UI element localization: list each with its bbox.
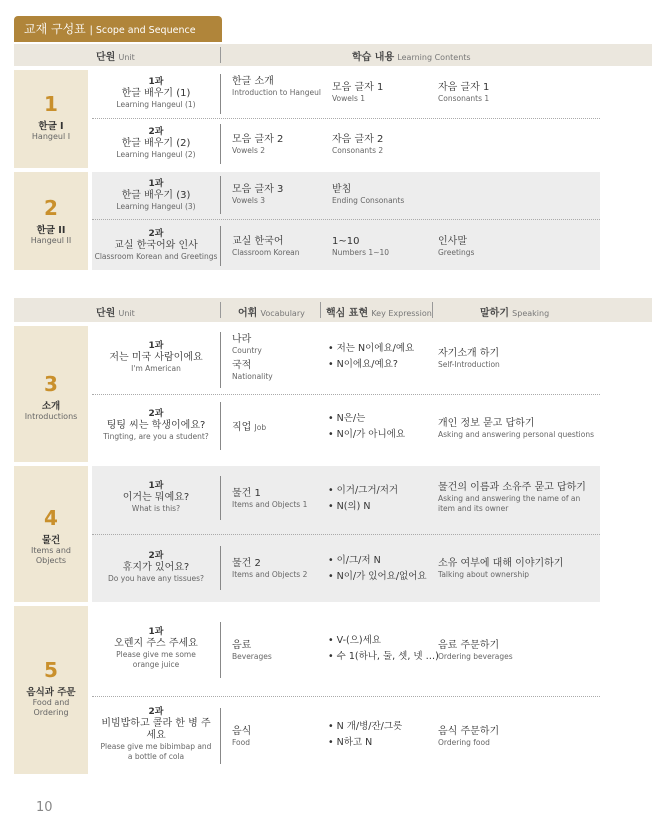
content-cell: 모음 글자 3 Vowels 3	[232, 184, 284, 205]
section-title-en: Introductions	[24, 412, 78, 421]
section-title-en: Food and Ordering	[32, 698, 70, 717]
section-title-en: Hangeul II	[30, 236, 72, 245]
section-number: 2	[44, 196, 58, 220]
section-title-kr: 한글 II	[36, 225, 66, 236]
lesson-title-en: Tingting, are you a student?	[103, 432, 209, 441]
col-divider	[220, 402, 221, 450]
col-divider	[220, 74, 221, 114]
table-row	[100, 706, 212, 762]
t2-header-divider	[320, 302, 321, 318]
t1-unit-en: Unit	[118, 53, 135, 62]
table-row	[92, 408, 220, 442]
t2-vocab-kr: 어휘	[238, 308, 258, 319]
lesson-number: 2과	[148, 229, 164, 239]
section-title-en: Items and Objects	[31, 546, 71, 565]
section-number: 3	[44, 372, 58, 396]
lesson-title: 이거는 뭐예요?	[122, 492, 190, 503]
section-tab	[14, 16, 222, 42]
t2-vocab-en: Vocabulary	[260, 309, 305, 318]
row-divider	[92, 534, 600, 535]
section-2-label	[14, 172, 88, 270]
speaking-cell: 자기소개 하기 Self-Introduction	[438, 348, 500, 369]
t2-unit-en: Unit	[118, 309, 135, 318]
col-divider	[220, 476, 221, 520]
lesson-title: 비빔밥하고 콜라 한 병 주세요	[101, 718, 211, 741]
lesson-title: 팅팅 씨는 학생이에요?	[106, 420, 206, 431]
col-divider	[220, 124, 221, 164]
t2-unit-kr: 단원	[96, 308, 116, 319]
t2-speak-en: Speaking	[512, 309, 550, 318]
section-4-label	[14, 466, 88, 602]
speaking-cell: 소유 여부에 대해 이야기하기 Talking about ownership	[438, 558, 564, 579]
content-cell: 인사말 Greetings	[438, 236, 475, 257]
lesson-title-en: Please give me some orange juice	[116, 650, 196, 669]
lesson-number: 1과	[148, 481, 164, 491]
t1-header-divider	[220, 47, 221, 63]
row-divider	[92, 696, 600, 697]
tab-title-en: | Scope and Sequence	[89, 25, 196, 36]
lesson-title-en: Learning Hangeul (1)	[116, 100, 196, 109]
vocab-cell: 음료 Beverages	[232, 640, 272, 661]
lesson-number: 2과	[148, 551, 164, 561]
table-row	[92, 178, 220, 212]
speaking-cell: 물건의 이름과 소유주 묻고 답하기 Asking and answering the name of an item and its owner	[438, 482, 586, 513]
content-cell: 교실 한국어 Classroom Korean	[232, 236, 300, 257]
content-cell: 한글 소개 Introduction to Hangeul	[232, 76, 321, 97]
vocab-cell: 나라 Country 국적 Nationality	[232, 334, 273, 381]
lesson-number: 1과	[148, 627, 164, 637]
vocab-cell: 직업 Job	[232, 422, 267, 433]
table-row	[92, 126, 220, 160]
col-divider	[220, 546, 221, 590]
t2-header-divider	[220, 302, 221, 318]
section-title-en: Hangeul I	[31, 132, 71, 141]
expression-cell: • 이/그/저 N • N이/가 있어요/없어요	[328, 555, 427, 582]
lesson-number: 2과	[148, 707, 164, 717]
table2-header	[14, 298, 652, 322]
lesson-title: 한글 배우기 (3)	[121, 190, 191, 201]
lesson-title-en: What is this?	[131, 504, 181, 513]
expression-cell: • 이거/그거/저거 • N(의) N	[328, 485, 399, 512]
lesson-title: 저는 미국 사람이에요	[109, 352, 203, 363]
col-divider	[220, 176, 221, 214]
section-number: 4	[44, 506, 58, 530]
vocab-cell: 물건 1 Items and Objects 1	[232, 488, 308, 509]
section-3-label	[14, 326, 88, 462]
content-cell: 받침 Ending Consonants	[332, 184, 405, 205]
expression-cell: • V-(으)세요 • 수 1(하나, 둘, 셋, 넷 …)	[328, 635, 439, 662]
section-5-label	[14, 606, 88, 774]
t2-expr-kr: 핵심 표현	[326, 308, 369, 319]
table-row	[92, 228, 220, 262]
table-row	[92, 76, 220, 110]
lesson-title: 교실 한국어와 인사	[114, 240, 198, 251]
table1-header	[14, 44, 652, 66]
lesson-number: 2과	[148, 127, 164, 137]
t1-content-kr: 학습 내용	[352, 52, 395, 63]
lesson-title: 한글 배우기 (1)	[121, 88, 191, 99]
row-divider	[92, 219, 600, 220]
speaking-cell: 음료 주문하기 Ordering beverages	[438, 640, 513, 661]
expression-cell: • 저는 N이에요/예요 • N이에요/예요?	[328, 343, 415, 370]
table-row	[92, 480, 220, 514]
expression-cell: • N은/는 • N이/가 아니에요	[328, 413, 406, 440]
content-cell: 1~10 Numbers 1~10	[332, 236, 390, 257]
t2-speak-kr: 말하기	[480, 308, 509, 319]
row-divider	[92, 118, 600, 119]
lesson-title: 오렌지 주스 주세요	[114, 638, 198, 649]
speaking-cell: 개인 정보 묻고 답하기 Asking and answering personal questions	[438, 418, 595, 439]
content-cell: 자음 글자 2 Consonants 2	[332, 134, 384, 155]
section-number: 1	[44, 92, 58, 116]
section-title-kr: 음식과 주문	[26, 687, 76, 698]
row-divider	[92, 394, 600, 395]
content-cell: 자음 글자 1 Consonants 1	[438, 82, 490, 103]
lesson-number: 1과	[148, 77, 164, 87]
lesson-title-en: I'm American	[131, 364, 181, 373]
table-row	[92, 550, 220, 584]
vocab-cell: 음식 Food	[232, 726, 252, 747]
section-title-kr: 한글 I	[38, 121, 64, 132]
t1-unit-kr: 단원	[96, 52, 116, 63]
speaking-cell: 음식 주문하기 Ordering food	[438, 726, 500, 747]
page-number: 10	[36, 800, 53, 815]
lesson-title-en: Learning Hangeul (2)	[116, 150, 196, 159]
lesson-title-en: Please give me bibimbap and a bottle of cola	[100, 742, 212, 761]
section-title-kr: 물건	[41, 535, 61, 546]
section-1-label	[14, 70, 88, 168]
expression-cell: • N 개/병/잔/그릇 • N하고 N	[328, 721, 403, 748]
col-divider	[220, 622, 221, 678]
lesson-title-en: Classroom Korean and Greetings	[94, 252, 218, 261]
table-row	[92, 340, 220, 374]
table-row	[96, 626, 216, 670]
lesson-title-en: Learning Hangeul (3)	[116, 202, 196, 211]
section-number: 5	[44, 658, 58, 682]
lesson-title: 휴지가 있어요?	[122, 562, 190, 573]
section-title-kr: 소개	[41, 401, 61, 412]
content-cell: 모음 글자 2 Vowels 2	[232, 134, 284, 155]
tab-title-kr: 교재 구성표	[24, 22, 86, 36]
content-cell: 모음 글자 1 Vowels 1	[332, 82, 384, 103]
lesson-number: 1과	[148, 341, 164, 351]
vocab-cell: 물건 2 Items and Objects 2	[232, 558, 308, 579]
lesson-title-en: Do you have any tissues?	[108, 574, 204, 583]
col-divider	[220, 332, 221, 388]
t2-expr-en: Key Expression	[371, 309, 432, 318]
lesson-number: 2과	[148, 409, 164, 419]
lesson-number: 1과	[148, 179, 164, 189]
col-divider	[220, 226, 221, 266]
t1-content-en: Learning Contents	[397, 53, 471, 62]
col-divider	[220, 708, 221, 764]
t2-header-divider	[432, 302, 433, 318]
lesson-title: 한글 배우기 (2)	[121, 138, 191, 149]
